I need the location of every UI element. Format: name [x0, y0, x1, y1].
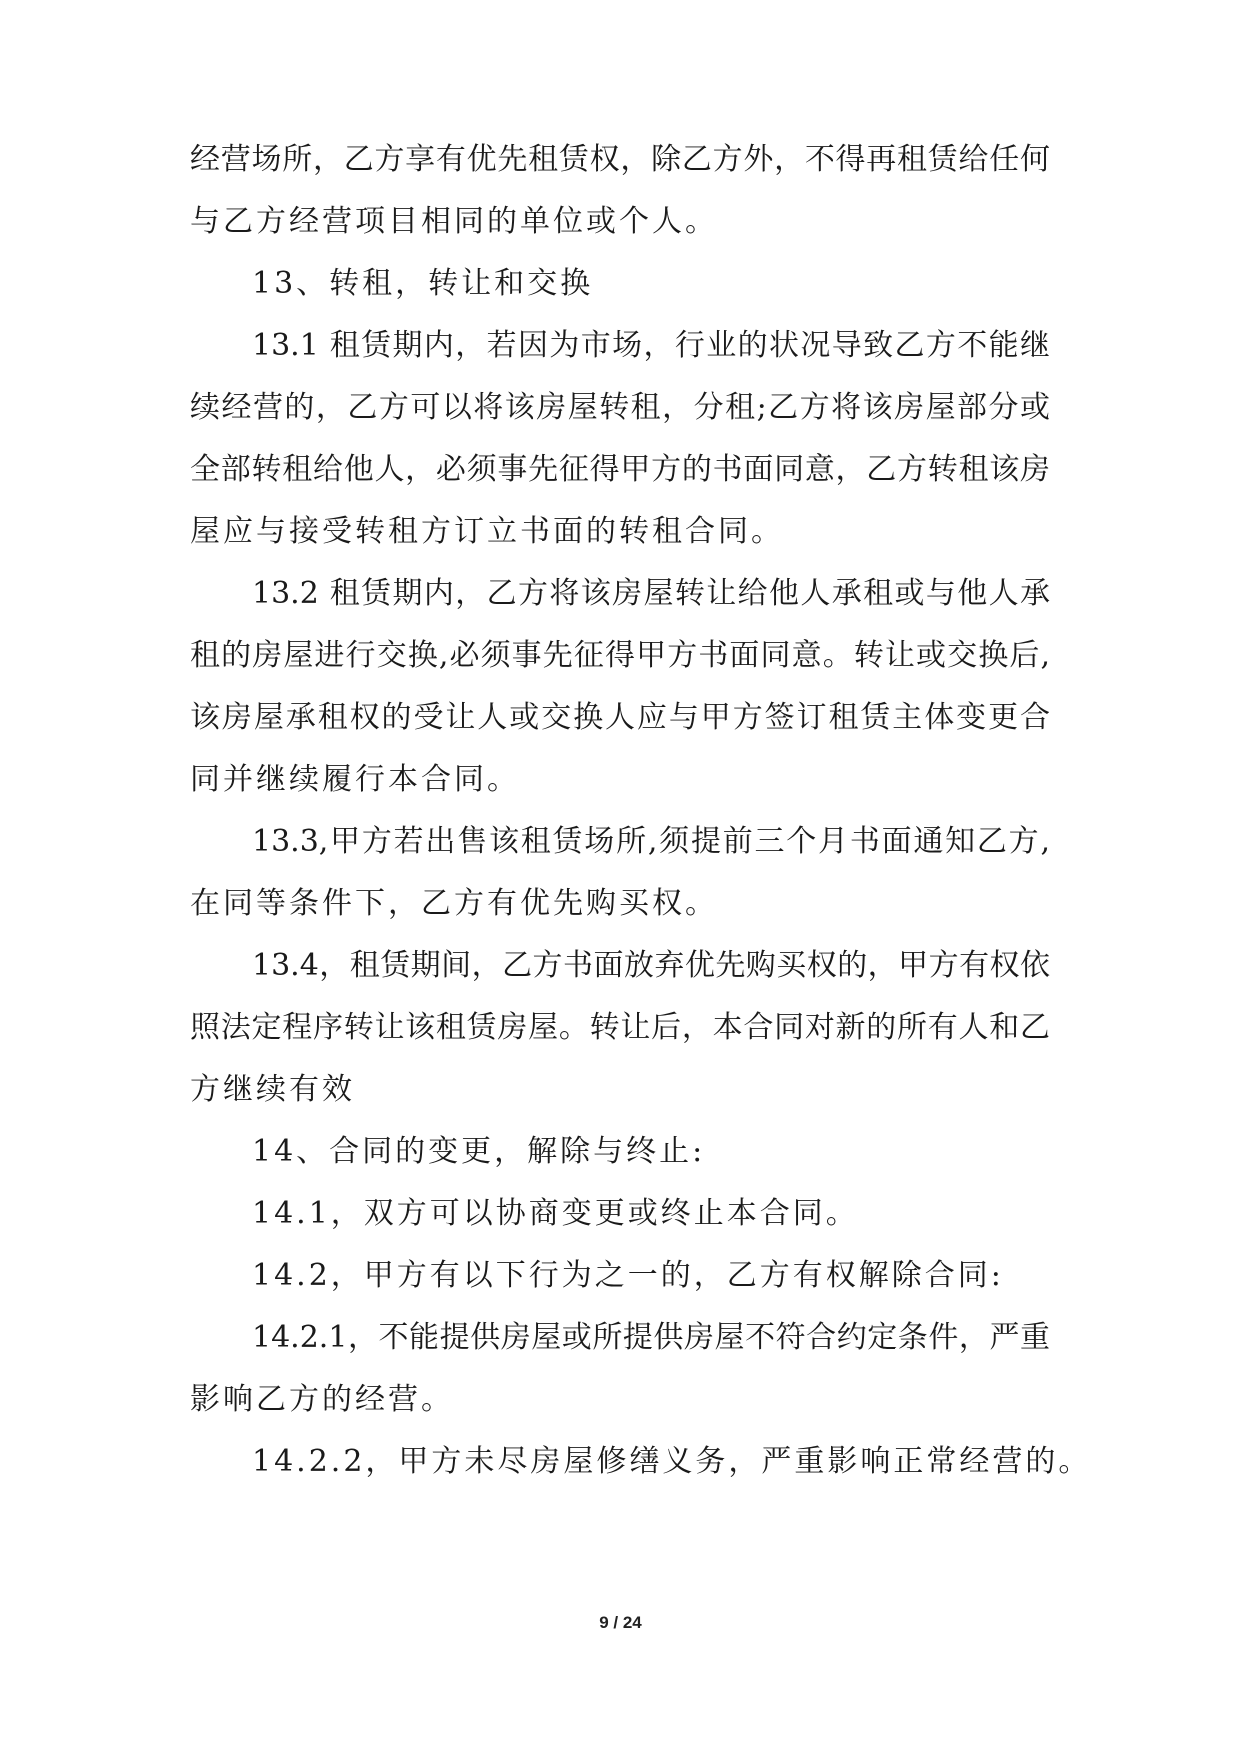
text-line: 影响乙方的经营。 — [190, 1382, 454, 1417]
text-line: 方继续有效 — [190, 1072, 355, 1107]
section-heading: 13、转租，转让和交换 — [252, 266, 594, 301]
text-line: 全部转租给他人，必须事先征得甲方的书面同意，乙方转租该房 — [190, 452, 1050, 487]
text-line: 在同等条件下，乙方有优先购买权。 — [190, 886, 718, 921]
text-line: 14.2，甲方有以下行为之一的，乙方有权解除合同: — [252, 1258, 1004, 1293]
text-line: 14.1，双方可以协商变更或终止本合同。 — [252, 1196, 859, 1231]
page-number: 9 / 24 — [599, 1613, 642, 1632]
text-line: 照法定程序转让该租赁房屋。转让后，本合同对新的所有人和乙 — [190, 1010, 1050, 1045]
text-line: 租的房屋进行交换,必须事先征得甲方书面同意。转让或交换后, — [190, 638, 1050, 673]
text-line: 13.4，租赁期间，乙方书面放弃优先购买权的，甲方有权依 — [252, 948, 1050, 983]
text-line: 与乙方经营项目相同的单位或个人。 — [190, 204, 718, 239]
text-line: 14.2.1，不能提供房屋或所提供房屋不符合约定条件，严重 — [252, 1320, 1050, 1355]
text-line: 屋应与接受转租方订立书面的转租合同。 — [190, 514, 784, 549]
text-line: 13.1 租赁期内，若因为市场，行业的状况导致乙方不能继 — [252, 328, 1050, 363]
text-line: 同并继续履行本合同。 — [190, 762, 520, 797]
section-heading: 14、合同的变更，解除与终止: — [252, 1134, 706, 1169]
text-line: 13.2 租赁期内，乙方将该房屋转让给他人承租或与他人承 — [252, 576, 1050, 611]
text-line: 经营场所，乙方享有优先租赁权，除乙方外，不得再租赁给任何 — [190, 142, 1050, 177]
text-line: 该房屋承租权的受让人或交换人应与甲方签订租赁主体变更合 — [190, 700, 1050, 735]
text-line: 续经营的，乙方可以将该房屋转租，分租;乙方将该房屋部分或 — [190, 390, 1050, 425]
text-line: 13.3,甲方若出售该租赁场所,须提前三个月书面通知乙方, — [252, 824, 1050, 859]
text-line: 14.2.2，甲方未尽房屋修缮义务，严重影响正常经营的。 — [252, 1444, 1092, 1479]
